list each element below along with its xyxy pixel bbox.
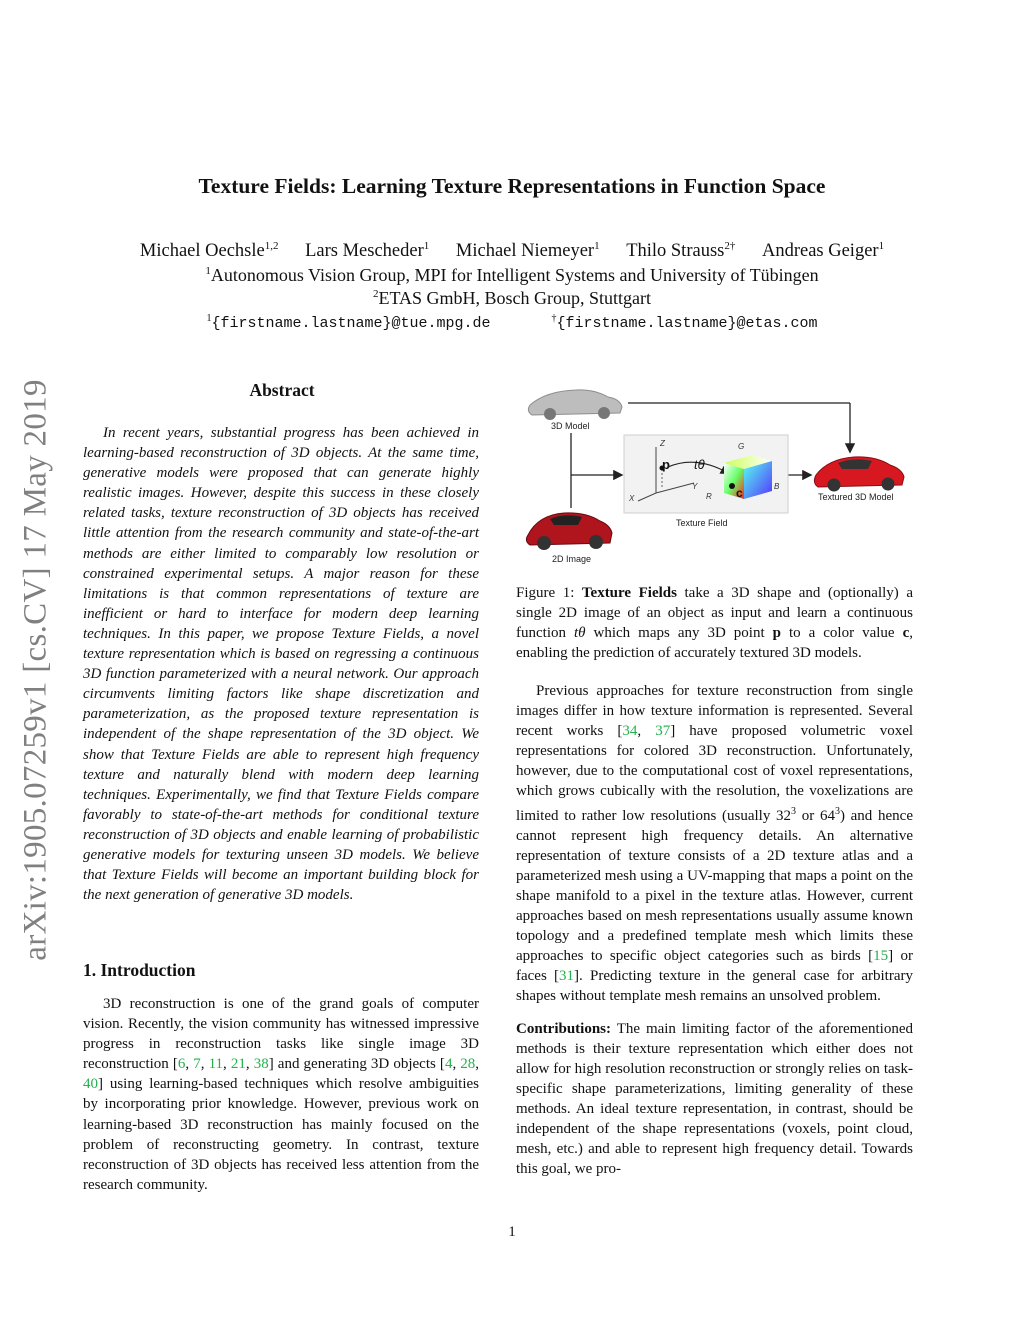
citation[interactable]: 15 <box>873 948 889 965</box>
label-2d-image: 2D Image <box>552 554 592 564</box>
axis-x-label: X <box>629 494 635 503</box>
axis-b-label: B <box>774 482 780 491</box>
intro-heading: 1. Introduction <box>83 960 196 980</box>
citation[interactable]: 11 <box>208 1056 224 1073</box>
intro-paragraph: 3D reconstruction is one of the grand goals of computer vision. Recently, the vision community has witnessed impressive progress in reconstruction tasks like single image 3D reconstruction [6, 7, 11, 21, 38] and generating 3D objects [4, 28, 40] using learning-based techniques which resolve ambiguities by incorporating prior knowledge. However, previous work on learning-based 3D reconstruction has mainly focused on the problem of reconstructing geometry. In contrast, texture reconstruction of 3D objects has received less attention from the research community. <box>83 996 480 1193</box>
citation[interactable]: 38 <box>253 1056 269 1073</box>
figure-1 <box>516 383 914 573</box>
author-list <box>0 240 1024 262</box>
email-list <box>0 313 1024 332</box>
citation[interactable]: 21 <box>230 1056 246 1073</box>
axis-r-label: R <box>706 492 712 501</box>
email: †{firstname.lastname}@etas.com <box>551 313 818 332</box>
citation[interactable]: 7 <box>193 1056 201 1073</box>
citation[interactable]: 28 <box>460 1056 476 1073</box>
rgb-cube <box>724 455 772 499</box>
figure-diagram <box>516 383 914 573</box>
abstract-heading: Abstract <box>249 380 315 400</box>
symbol-c: c <box>736 486 743 500</box>
symbol-p: p <box>662 457 670 472</box>
right-column-body <box>516 681 913 1179</box>
author: Andreas Geiger$^1$ <box>761 240 885 262</box>
abstract-body <box>83 423 479 905</box>
axis-z-label: Z <box>660 439 665 448</box>
symbol-t: tθ <box>694 457 705 472</box>
citation[interactable]: 4 <box>444 1056 453 1073</box>
citation[interactable]: 6 <box>177 1056 186 1073</box>
citation[interactable]: 34 <box>622 723 638 740</box>
abstract-text: In recent years, substantial progress has been achieved in learning-based reconstruction of 3D objects. At the same time, generative models were proposed that can generate highly realistic images. However, despite this success in these closely related tasks, texture reconstruction of 3D objects has received little attention from the research community and state-of-the-art methods are either limited to comparably low resolution or constrained experimental setups. A major reason for these limitations is that common representations of texture are inefficient or hard to interface for modern deep learning techniques. In this paper, we propose Texture Fields, a novel texture representation which is based on regressing a continuous 3D function parameterized with a neural network. Our approach circumvents limiting factors like shape discretization and parameterization, as the proposed texture representation is independent of the shape representation of the 3D object. We show that Texture Fields are able to represent high frequency texture and naturally blend with modern deep learning techniques. Experimentally, we find that Texture Fields compare favorably to state-of-the-art methods for conditional texture reconstruction of 3D objects and enable learning of probabilistic generative models for texturing unseen 3D models. We believe that Texture Fields will become an important building block for the next generation of generative 3D models. <box>83 425 479 904</box>
citation[interactable]: 37 <box>655 723 671 740</box>
axis-g-label: G <box>738 442 745 451</box>
intro-body <box>83 994 479 1195</box>
citation[interactable]: 31 <box>559 968 575 985</box>
label-texture-field: Texture Field <box>676 518 728 528</box>
label-3d-model: 3D Model <box>551 421 590 431</box>
color-point <box>729 483 735 489</box>
body-paragraph: Previous approaches for texture reconstruction from single images differ in how texture information is represented. Several recent works [34, 37] have proposed volumetric voxel representations for colored 3D reconstruction. Unfortunately, however, due to the computational cost of voxel representations, which grows cubically with the resolution, the voxelizations are limited to rather low resolutions (usually $32^3$ or $64^3$) and hence cannot represent high frequency details. An alternative representation of texture consists of a 2D texture atlas and a parameterized mesh using a UV-mapping that maps a point on the shape manifold to a pixel in the texture atlas. However, current approaches based on mesh representations usually assume known topology and a predefined template mesh which limits these approaches to specific object categories such as birds [15] or faces [31]. Predicting texture in the general case for arbitrary shapes without template mesh remains an unsolved problem. <box>516 683 914 1005</box>
arxiv-id: arXiv:1905.07259v1 [cs.CV] 17 May 2019 <box>17 379 54 961</box>
author: Lars Mescheder$^1$ <box>305 240 430 262</box>
contributions-paragraph: Contributions: The main limiting factor of the aforementioned methods is their texture representation which either does not allow for high resolution reconstruction or strongly relies on task-specific shape parameterizations, limiting generality of these methods. An ideal texture representation, in contrast, should be independent of the shape representations (voxels, point cloud, mesh, etc.) and able to represent high frequency detail. Towards this goal, we pro- <box>516 1020 913 1178</box>
affiliation-2: $^2$ETAS GmbH, Bosch Group, Stuttgart <box>372 288 652 308</box>
affiliation-1: $^1$Autonomous Vision Group, MPI for Intelligent Systems and University of Tübingen <box>205 265 819 285</box>
label-textured-model: Textured 3D Model <box>818 492 894 502</box>
textured-car-image <box>814 457 904 492</box>
author: Michael Niemeyer$^1$ <box>455 240 600 262</box>
page-number: 1 <box>508 1224 516 1240</box>
red-car-image <box>526 513 612 550</box>
author: Michael Oechsle$^{1,2}$ <box>139 240 279 262</box>
paper-title: Texture Fields: Learning Texture Representations in Function Space <box>198 174 826 198</box>
axis-y-label: Y <box>692 482 698 491</box>
figure-caption: Figure 1: Texture Fields take a 3D shape and (optionally) a single 2D image of an object as input and learn a continuous function tθ which maps any 3D point p to a color value c, enabling the prediction of accurately textured 3D models. <box>516 585 913 662</box>
arxiv-stamp <box>12 370 60 970</box>
email: $^1${firstname.lastname}@tue.mpg.de <box>206 313 491 332</box>
citation[interactable]: 40 <box>83 1076 98 1093</box>
grey-car-image <box>528 390 622 420</box>
author: Thilo Strauss$^{2\dagger}$ <box>626 240 736 262</box>
